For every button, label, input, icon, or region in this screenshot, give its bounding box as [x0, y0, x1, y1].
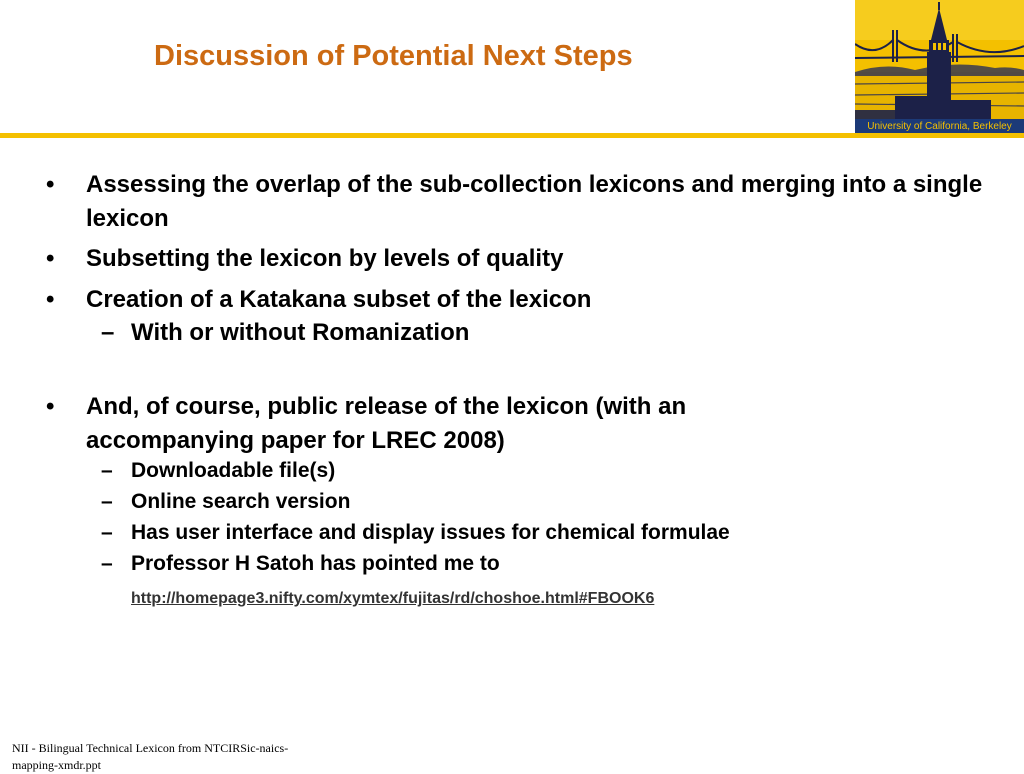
bullet-item: [46, 390, 806, 458]
dash-marker: –: [101, 521, 113, 544]
sub-bullet-item: [101, 552, 500, 576]
bullet-marker: •: [46, 393, 55, 420]
bullet-text: Assessing the overlap of the sub-collection lexicons and merging into a single lexicon: [86, 171, 983, 232]
dash-marker: –: [101, 552, 113, 575]
sub-bullet-item: [101, 521, 730, 545]
bullet-text: And, of course, public release of the lexicon (with an accompanying paper for LREC 2008): [86, 393, 687, 454]
bullet-item: [46, 242, 986, 276]
slide-footer: NII - Bilingual Technical Lexicon from NTCIRSic-naics-mapping-xmdr.ppt: [12, 741, 289, 772]
fujitas-link[interactable]: http://homepage3.nifty.com/xymtex/fujitas/rd/choshoe.html#FBOOK6: [131, 590, 655, 607]
bullet-marker: •: [46, 286, 55, 313]
dash-marker: –: [101, 319, 115, 346]
sub-bullet-text: Has user interface and display issues for chemical formulae: [131, 521, 730, 544]
bullet-marker: •: [46, 245, 55, 272]
slide-title: Discussion of Potential Next Steps: [154, 40, 633, 72]
sub-bullet-text: Downloadable file(s): [131, 459, 336, 482]
sub-bullet-item: [101, 459, 336, 483]
sub-bullet-text: With or without Romanization: [131, 319, 470, 346]
sub-bullet-text: Professor H Satoh has pointed me to: [131, 552, 500, 575]
sub-bullet-item: [101, 319, 470, 347]
bullet-marker: •: [46, 171, 55, 198]
sub-bullet-text: Online search version: [131, 490, 351, 513]
bullet-text: Creation of a Katakana subset of the lexicon: [86, 286, 592, 313]
logo-caption: University of California, Berkeley: [855, 119, 1024, 135]
dash-marker: –: [101, 490, 113, 513]
bullet-item: [46, 168, 986, 236]
sub-bullet-item: [101, 490, 351, 514]
dash-marker: –: [101, 459, 113, 482]
bullet-text: Subsetting the lexicon by levels of quality: [86, 245, 564, 272]
bullet-item: [46, 283, 986, 317]
